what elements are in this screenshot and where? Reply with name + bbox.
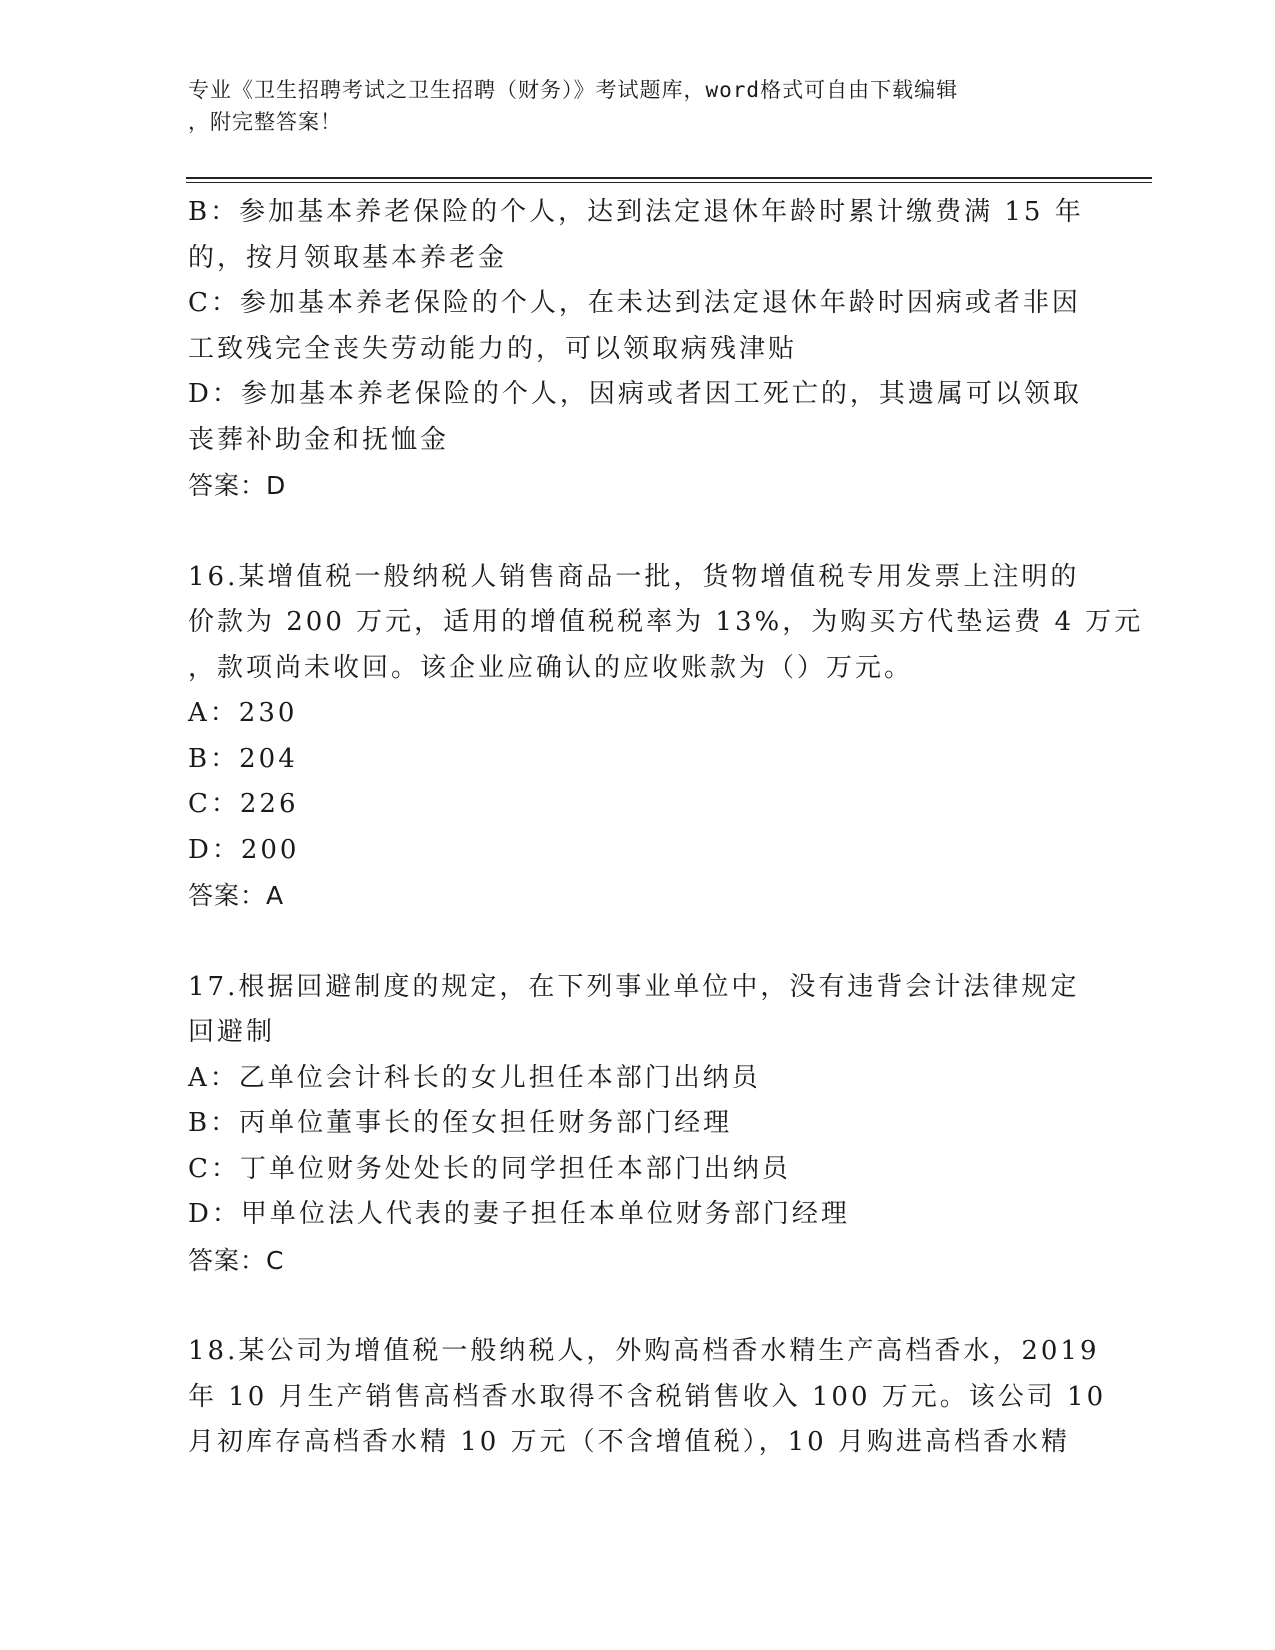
option-c-line-2: 工致残完全丧失劳动能力的，可以领取病残津贴 <box>188 333 798 364</box>
spacer <box>188 509 1088 555</box>
question-15-continued <box>188 190 1088 509</box>
answer-16: 答案：A <box>188 881 285 910</box>
header-divider-thin <box>186 182 1152 183</box>
question-17 <box>188 965 1088 1284</box>
spacer <box>188 919 1088 965</box>
option-d-line-2: 丧葬补助金和抚恤金 <box>188 424 450 455</box>
question-17-stem-line-2: 回避制 <box>188 1017 276 1047</box>
question-content <box>188 190 1144 1466</box>
question-16-stem-line-1: 16.某增值税一般纳税人销售商品一批，货物增值税专用发票上注明的 <box>188 561 1080 592</box>
question-16-option-b: B：204 <box>188 743 298 774</box>
question-16-option-a: A：230 <box>188 698 298 728</box>
question-18 <box>188 1329 1107 1466</box>
question-16-option-c: C：226 <box>188 789 299 819</box>
question-16-stem-line-2: 价款为 200 万元，适用的增值税税率为 13%，为购买方代垫运费 4 万元 <box>188 607 1144 637</box>
question-16 <box>188 555 1144 919</box>
question-18-stem-line-3: 月初库存高档香水精 10 万元（不含增值税），10 月购进高档香水精 <box>188 1427 1070 1457</box>
question-18-stem-line-1: 18.某公司为增值税一般纳税人，外购高档香水精生产高档香水，2019 <box>188 1336 1100 1366</box>
option-b-line-2: 的，按月领取基本养老金 <box>188 242 508 273</box>
option-d-line-1: D：参加基本养老保险的个人，因病或者因工死亡的，其遗属可以领取 <box>188 379 1082 409</box>
answer-15: 答案：D <box>188 471 287 500</box>
question-16-option-d: D：200 <box>188 834 300 865</box>
header-divider-thick <box>186 177 1152 179</box>
answer-17: 答案：C <box>188 1245 285 1275</box>
question-17-stem-line-1: 17.根据回避制度的规定，在下列事业单位中，没有违背会计法律规定 <box>188 971 1080 1002</box>
question-18-stem-line-2: 年 10 月生产销售高档香水取得不含税销售收入 100 万元。该公司 10 <box>188 1381 1107 1412</box>
header-line-2: ，附完整答案！ <box>188 110 342 134</box>
page-header <box>188 74 1068 138</box>
spacer <box>188 1283 1088 1329</box>
question-17-option-c: C：丁单位财务处处长的同学担任本部门出纳员 <box>188 1153 791 1184</box>
question-17-option-d: D：甲单位法人代表的妻子担任本单位财务部门经理 <box>188 1199 850 1229</box>
option-c-line-1: C：参加基本养老保险的个人，在未达到法定退休年龄时因病或者非因 <box>188 288 1081 318</box>
option-b-line-1: B：参加基本养老保险的个人，达到法定退休年龄时累计缴费满 15 年 <box>188 197 1084 227</box>
question-16-stem-line-3: ，款项尚未收回。该企业应确认的应收账款为（）万元。 <box>188 652 914 683</box>
question-17-option-b: B：丙单位董事长的侄女担任财务部门经理 <box>188 1108 733 1138</box>
question-17-option-a: A：乙单位会计科长的女儿担任本部门出纳员 <box>188 1062 761 1093</box>
header-line-1: 专业《卫生招聘考试之卫生招聘（财务）》考试题库，word格式可自由下载编辑 <box>188 78 959 102</box>
